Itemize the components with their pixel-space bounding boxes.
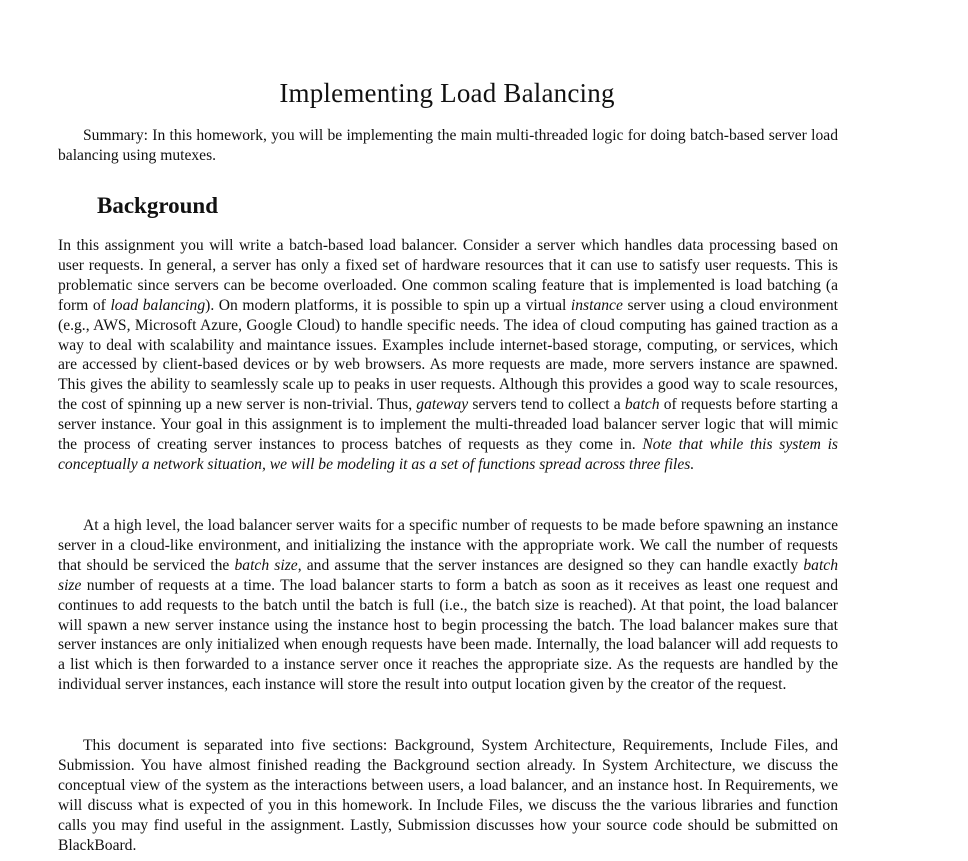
emphasized-text: Note that while this system is conceptually a network situation, we will be modeling it as a set of functions spread across three files. (58, 436, 838, 473)
background-paragraph-3 (58, 736, 838, 855)
emphasized-text: load balancing (110, 296, 206, 314)
text-run: At a high level, the load balancer server waits for a specific number of requests to be made before spawning an instance server in a cloud-like environment, and initializing the instance with the appropriate work. We call the number of requests that should be serviced the (58, 517, 838, 574)
background-paragraph-2 (58, 516, 838, 695)
emphasized-text: instance (570, 296, 623, 314)
document-title: Implementing Load Balancing (279, 78, 615, 108)
text-run: ). On modern platforms, it is possible to spin up a virtual (205, 296, 571, 314)
text-run: server using a cloud environment (e.g., AWS, Microsoft Azure, Google Cloud) to handle specific needs. The idea of cloud computing has gained traction as a way to deal with scalability and maintance issues. Examples include internet-based storage, computing, or services, which are accessed by client-based devices or by web browsers. As more requests are made, more servers instance are spawned. This gives the ability to seamlessly scale up to peaks in user requests. Although this provides a good way to scale resources, the cost of spinning up a new server is non-trivial. Thus, (58, 296, 838, 414)
text-run: This document is separated into five sections: Background, System Architecture, Requirements, Include Files, and Submission. You have almost finished reading the Background section already. In System Architecture, we discuss the conceptual view of the system as the interactions between users, a load balancer, and an instance host. In Requirements, we will discuss what is expected of you in this homework. In Include Files, we discuss the the various libraries and function calls you may find useful in the assignment. Lastly, Submission discusses how your source code should be submitted on BlackBoard. (58, 737, 838, 854)
text-run: servers tend to collect a (468, 396, 625, 414)
text-run: , and assume that the server instances are designed so they can handle exactly (297, 556, 804, 574)
emphasized-text: batch (624, 396, 660, 414)
text-run: of requests before starting a server instance. Your goal in this assignment is to implement the multi-threaded load balancer server logic that will mimic the process of creating server instances to process batches of requests as they come in. (58, 396, 838, 454)
emphasized-text: batch size (58, 556, 839, 594)
text-run: number of requests at a time. The load balancer starts to form a batch as soon as it receives as least one request and continues to add requests to the batch until the batch is full (i.e., the batch size is reached). At that point, the load balancer will spawn a new server instance using the instance host to begin processing the batch. The load balancer makes sure that server instances are only initialized when enough requests have been made. Internally, the load balancer will add requests to a list which is then forwarded to a instance server once it reaches the appropriate size. As the requests are handled by the individual server instances, each instance will store the result into output location given by the creator of the request. (58, 576, 838, 694)
text-run: In this assignment you will write a batch-based load balancer. Consider a server which handles data processing based on user requests. In general, a server has only a fixed set of hardware resources that it can use to satisfy user requests. This is problematic since servers can be become overloaded. One common scaling feature that is implemented is load batching (a form of (58, 237, 838, 314)
section-heading-background: Background (97, 193, 219, 218)
summary-paragraph: Summary: In this homework, you will be implementing the main multi-threaded logic for doing batch-based server load balancing using mutexes. (58, 127, 838, 164)
background-paragraph-1 (58, 236, 838, 475)
emphasized-text: batch size (234, 556, 298, 574)
emphasized-text: gateway (416, 396, 469, 414)
